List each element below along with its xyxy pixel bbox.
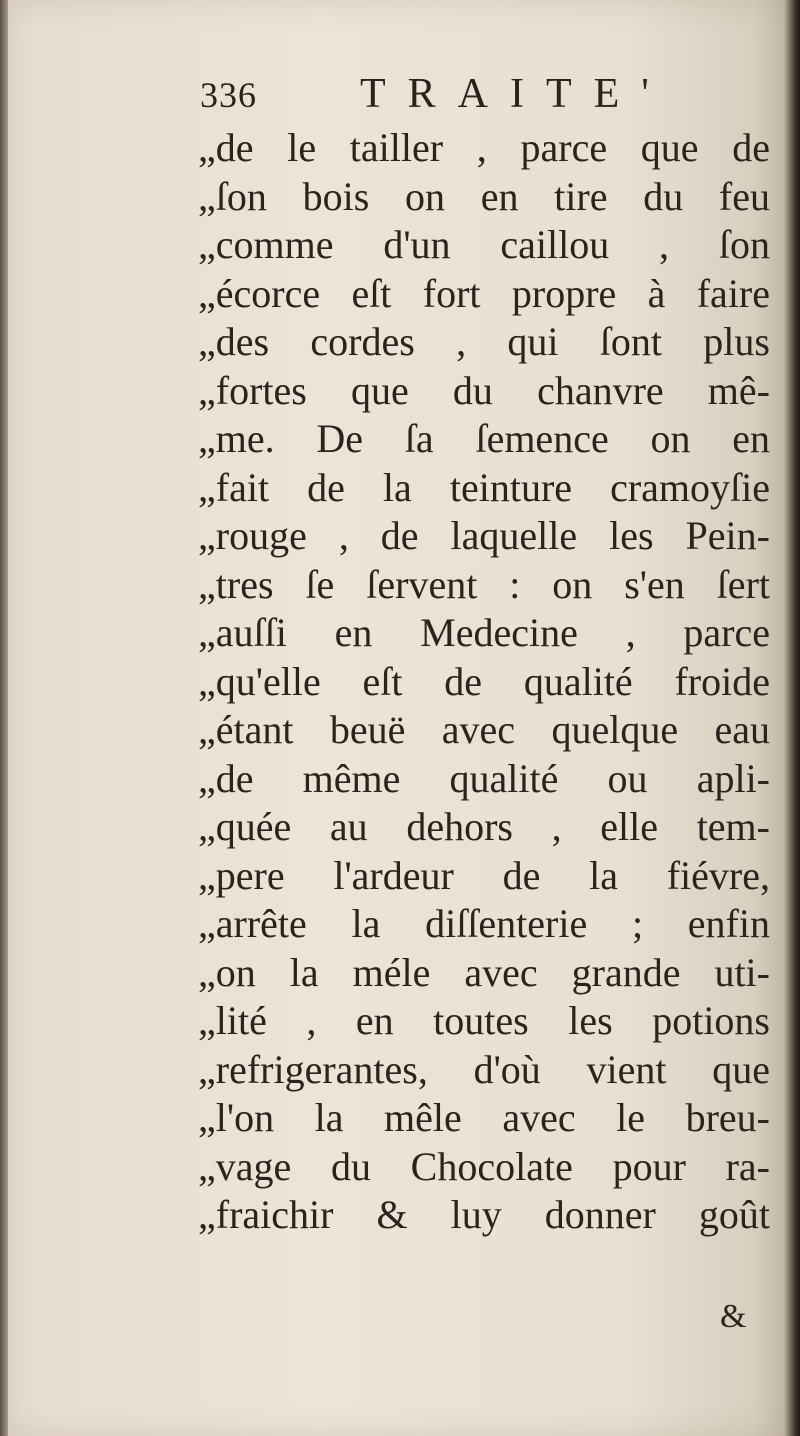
text-line: „qu'elle eſt de qualité froide <box>198 658 770 704</box>
text-line: „écorce eſt fort propre à faire <box>198 270 770 316</box>
text-line: „tres ſe ſervent : on s'en ſert <box>198 561 770 607</box>
text-line: „pere l'ardeur de la fiévre, <box>198 852 770 898</box>
text-line: „de le tailler , parce que de <box>198 125 770 170</box>
text-line: „l'on la mêle avec le breu- <box>198 1095 770 1140</box>
text-line: „fraichir & luy donner goût <box>198 1192 770 1237</box>
body-text <box>198 124 770 1240</box>
text-line: „étant beuë avec quelque eau <box>198 707 770 752</box>
page-left-edge <box>0 0 8 1436</box>
text-line: „ſon bois on en tire du feu <box>198 173 770 219</box>
text-line: „vage du Chocolate pour ra- <box>198 1143 770 1189</box>
text-line: „me. De ſa ſemence on en <box>198 416 770 461</box>
text-line: „rouge , de laquelle les Pein- <box>198 513 770 558</box>
text-line: „auſſi en Medecine , parce <box>198 610 770 655</box>
text-line: „fortes que du chanvre mê- <box>198 367 770 413</box>
text-line: „fait de la teinture cramoyſie <box>198 464 770 510</box>
text-line: „refrigerantes, d'où vient que <box>198 1046 770 1092</box>
text-line: „comme d'un caillou , ſon <box>198 222 770 267</box>
text-line: „on la méle avec grande uti- <box>198 949 770 995</box>
text-line: „arrête la diſſenterie ; enfin <box>198 901 770 946</box>
page-right-edge <box>784 0 800 1436</box>
text-line: „lité , en toutes les potions <box>198 998 770 1043</box>
page-number: 336 <box>200 75 257 115</box>
text-line: „quée au dehors , elle tem- <box>198 804 770 849</box>
text-line: „des cordes , qui ſont plus <box>198 319 770 364</box>
running-title: TRAITE' <box>360 71 671 117</box>
catchword: & <box>720 1298 747 1335</box>
page-header <box>200 70 760 122</box>
text-line: „de même qualité ou apli- <box>198 755 770 801</box>
